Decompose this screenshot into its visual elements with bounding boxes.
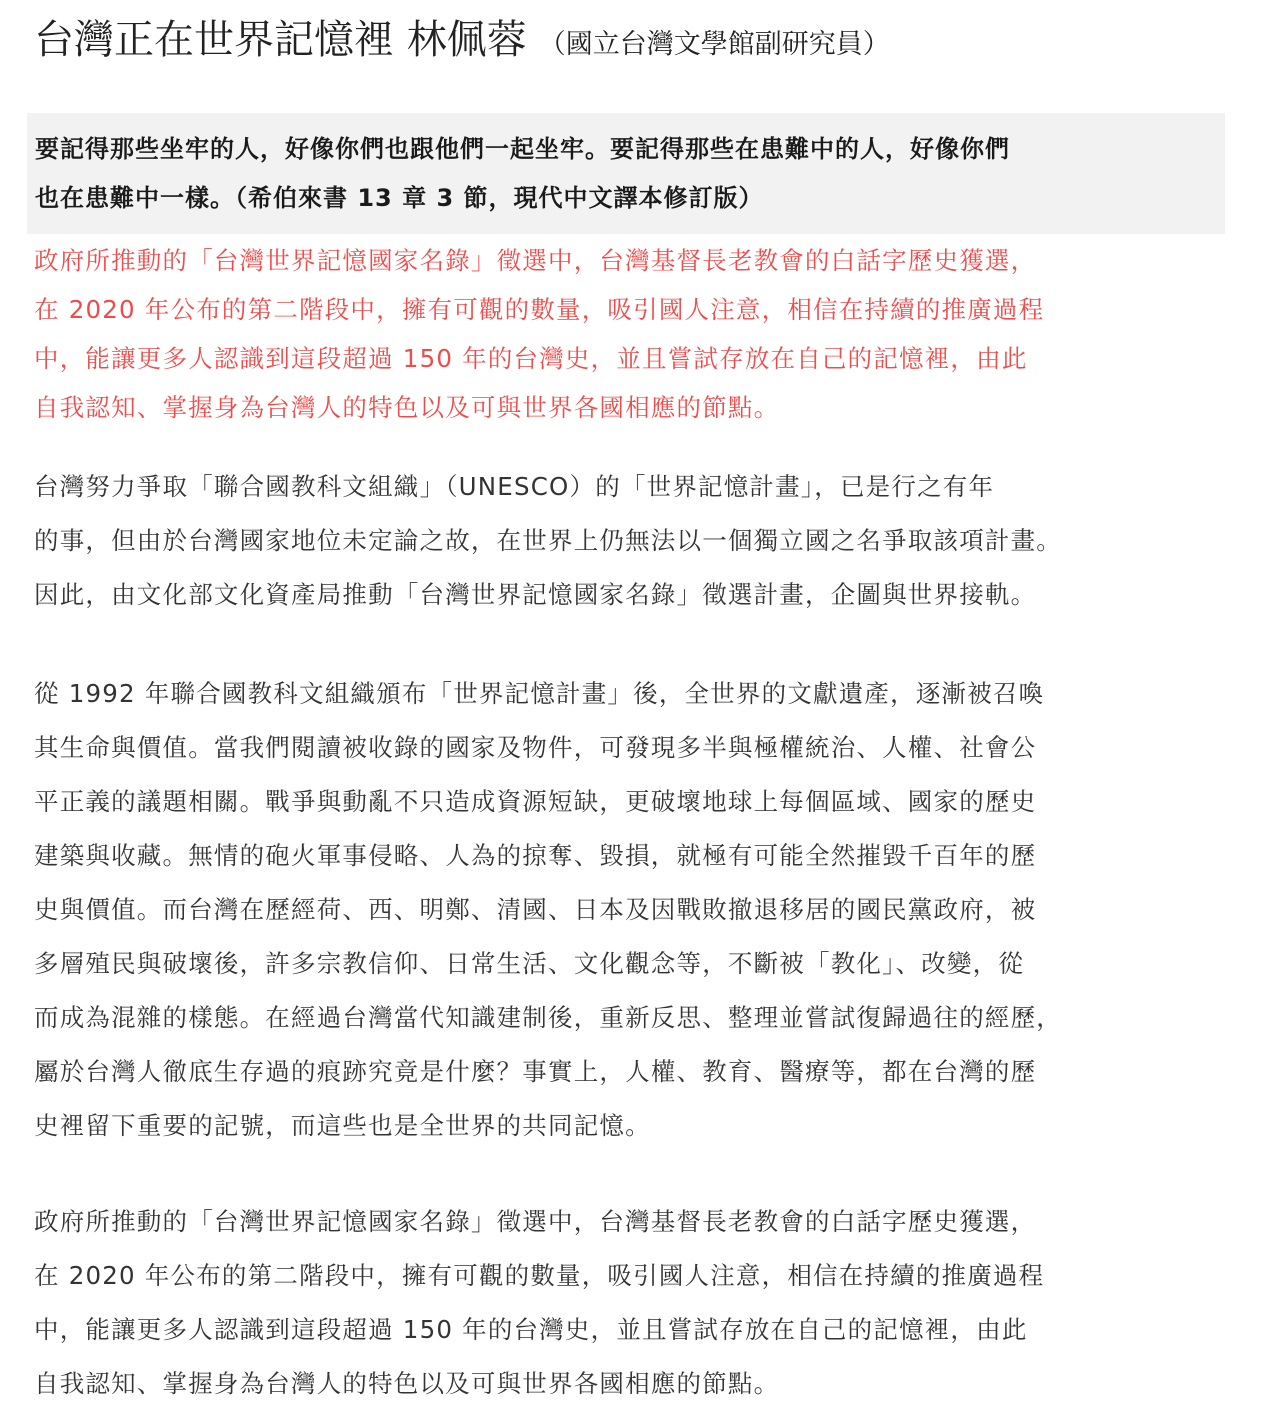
scripture-quote — [35, 125, 1217, 223]
author-affiliation: （國立台灣文學館副研究員） — [538, 29, 890, 60]
article-title: 台灣正在世界記憶裡 林佩蓉 — [34, 17, 527, 63]
paragraph-line: 中，能讓更多人認識到這段超過 150 年的台灣史，並且嘗試存放在自己的記憶裡，由此 — [34, 344, 1028, 373]
lead-paragraph — [34, 236, 1254, 432]
article-header — [34, 8, 890, 77]
paragraph-line: 平正義的議題相關。戰爭與動亂不只造成資源短缺，更破壞地球上每個區域、國家的歷史 — [34, 787, 1037, 816]
paragraph-line: 中，能讓更多人認識到這段超過 150 年的台灣史，並且嘗試存放在自己的記憶裡，由此 — [34, 1315, 1028, 1344]
paragraph-line: 建築與收藏。無情的砲火軍事侵略、人為的掠奪、毀損，就極有可能全然摧毀千百年的歷 — [34, 841, 1037, 870]
paragraph-line: 在 2020 年公布的第二階段中，擁有可觀的數量，吸引國人注意，相信在持續的推廣過程 — [34, 1261, 1045, 1290]
quote-line: 要記得那些坐牢的人，好像你們也跟他們一起坐牢。要記得那些在患難中的人，好像你們 — [35, 135, 1010, 163]
scripture-quote-box — [27, 113, 1225, 234]
paragraph-line: 史裡留下重要的記號，而這些也是全世界的共同記憶。 — [34, 1111, 651, 1140]
paragraph-line: 從 1992 年聯合國教科文組織頒布「世界記憶計畫」後，全世界的文獻遺產，逐漸被召喚 — [34, 679, 1045, 708]
paragraph-line: 在 2020 年公布的第二階段中，擁有可觀的數量，吸引國人注意，相信在持續的推廣過程 — [34, 295, 1045, 324]
paragraph-line: 史與價值。而台灣在歷經荷、西、明鄭、清國、日本及因戰敗撤退移居的國民黨政府，被 — [34, 895, 1037, 924]
paragraph-line: 政府所推動的「台灣世界記憶國家名錄」徵選中，台灣基督長老教會的白話字歷史獲選， — [34, 246, 1037, 275]
paragraph-line: 其生命與價值。當我們閱讀被收錄的國家及物件，可發現多半與極權統治、人權、社會公 — [34, 733, 1037, 762]
body-paragraph-unesco — [34, 460, 1254, 622]
paragraph-line: 而成為混雜的樣態。在經過台灣當代知識建制後，重新反思、整理並嘗試復歸過往的經歷， — [34, 1003, 1062, 1032]
paragraph-line: 屬於台灣人徹底生存過的痕跡究竟是什麼？事實上，人權、教育、醫療等，都在台灣的歷 — [34, 1057, 1037, 1086]
paragraph-line: 自我認知、掌握身為台灣人的特色以及可與世界各國相應的節點。 — [34, 393, 780, 422]
paragraph-line: 因此，由文化部文化資產局推動「台灣世界記憶國家名錄」徵選計畫，企圖與世界接軌。 — [34, 580, 1037, 609]
paragraph-line: 多層殖民與破壞後，許多宗教信仰、日常生活、文化觀念等，不斷被「教化」、改變，從 — [34, 949, 1025, 978]
body-paragraph-history — [34, 667, 1254, 1153]
paragraph-line: 自我認知、掌握身為台灣人的特色以及可與世界各國相應的節點。 — [34, 1369, 780, 1398]
quote-line: 也在患難中一樣。（希伯來書 13 章 3 節，現代中文譯本修訂版） — [35, 184, 764, 212]
paragraph-line: 台灣努力爭取「聯合國教科文組織」（UNESCO）的「世界記憶計畫」，已是行之有年 — [34, 472, 995, 501]
body-paragraph-closing — [34, 1195, 1254, 1411]
paragraph-line: 政府所推動的「台灣世界記憶國家名錄」徵選中，台灣基督長老教會的白話字歷史獲選， — [34, 1207, 1037, 1236]
paragraph-line: 的事，但由於台灣國家地位未定論之故，在世界上仍無法以一個獨立國之名爭取該項計畫。 — [34, 526, 1062, 555]
